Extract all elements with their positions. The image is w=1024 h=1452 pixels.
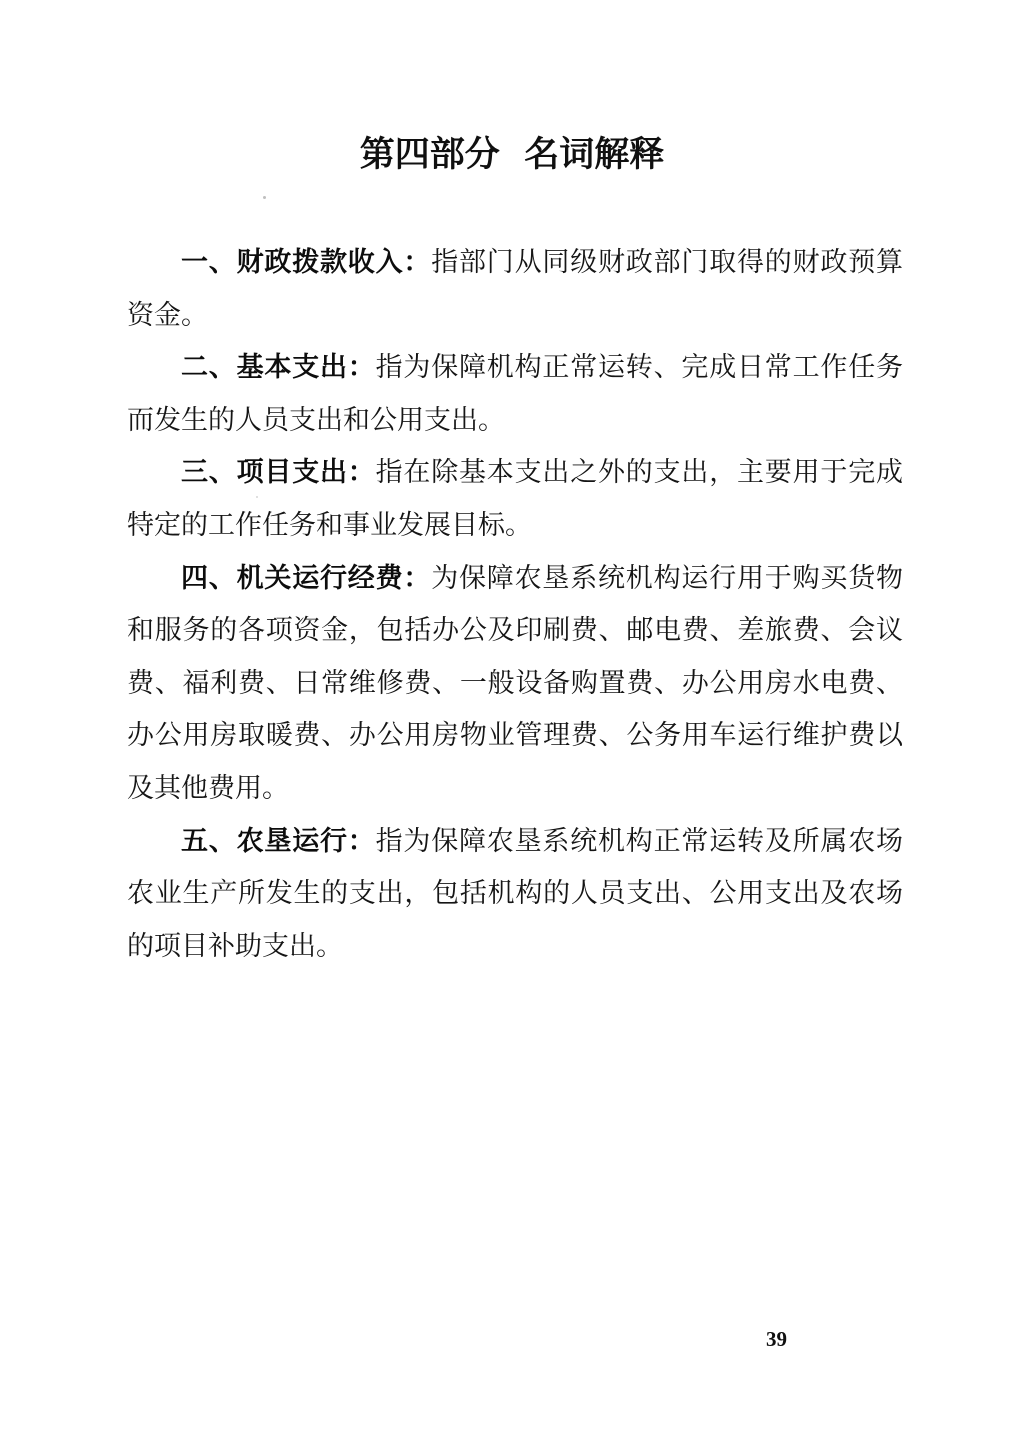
body-line: 特定的工作任务和事业发展目标。 — [127, 509, 532, 540]
body-line — [127, 552, 903, 605]
scan-speck — [263, 196, 266, 199]
body-line — [127, 815, 903, 868]
glossary-body — [127, 236, 903, 972]
term-definition-text: 指为保障机构正常运转、完成日常工作任务 — [375, 352, 903, 383]
term-name: 三、项目支出： — [181, 457, 376, 488]
body-line — [127, 236, 903, 289]
term-definition-text: 指在除基本支出之外的支出，主要用于完成 — [375, 457, 903, 488]
body-line — [127, 446, 903, 499]
term-paragraph-2 — [127, 341, 903, 446]
term-definition-text: 指部门从同级财政部门取得的财政预算 — [431, 247, 903, 277]
term-name: 四、机关运行经费： — [181, 562, 432, 593]
term-name: 二、基本支出： — [181, 352, 376, 383]
term-name: 五、农垦运行： — [181, 825, 376, 856]
term-paragraph-5 — [127, 815, 903, 973]
body-line: 资金。 — [127, 299, 208, 330]
body-line: 办公用房取暖费、办公用房物业管理费、公务用车运行维护费以 — [127, 720, 903, 751]
body-line: 费、福利费、日常维修费、一般设备购置费、办公用房水电费、 — [127, 667, 903, 698]
body-line: 的项目补助支出。 — [127, 930, 343, 961]
body-line: 及其他费用。 — [127, 772, 289, 803]
term-paragraph-1 — [127, 236, 903, 341]
term-definition-text: 指为保障农垦系统机构正常运转及所属农场 — [375, 825, 903, 856]
body-line: 而发生的人员支出和公用支出。 — [127, 404, 505, 435]
body-line: 农业生产所发生的支出，包括机构的人员支出、公用支出及农场 — [127, 878, 903, 909]
term-paragraph-4 — [127, 552, 903, 815]
term-paragraph-3 — [127, 446, 903, 551]
term-definition-text: 为保障农垦系统机构运行用于购买货物 — [431, 562, 903, 593]
body-line: 和服务的各项资金，包括办公及印刷费、邮电费、差旅费、会议 — [127, 615, 903, 646]
body-line — [127, 341, 903, 394]
term-name: 一、财政拨款收入： — [181, 247, 432, 277]
page-number: 39 — [766, 1327, 787, 1351]
page-title: 第四部分 名词解释 — [359, 135, 665, 174]
